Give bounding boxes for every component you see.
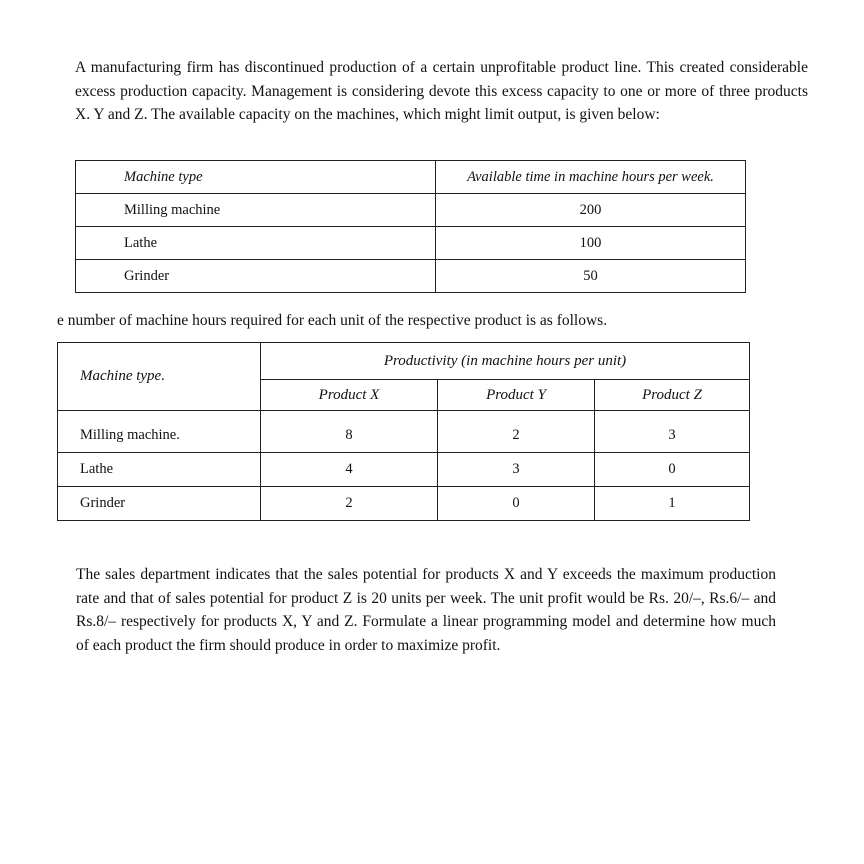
product-x-header: Product X xyxy=(261,380,438,411)
productivity-table xyxy=(57,342,750,521)
product-y-header: Product Y xyxy=(438,380,595,411)
product-x-cell: 8 xyxy=(261,419,438,453)
machine-type-header: Machine type xyxy=(76,161,436,194)
closing-paragraph: The sales department indicates that the sales potential for products X and Y exceeds the maximum production rate and that of sales potential for product Z is 20 units per week. The unit profit would be Rs. 20/–, Rs.6/– and Rs.8/– respectively for products X, Y and Z. Formulate a linear programming model and determine how much of each product the firm should produce in order to maximize profit. xyxy=(76,566,776,654)
hours-cell: 100 xyxy=(436,227,746,260)
product-z-cell: 1 xyxy=(595,486,750,520)
product-y-cell: 2 xyxy=(438,419,595,453)
product-z-header: Product Z xyxy=(595,380,750,411)
product-x-cell: 4 xyxy=(261,452,438,486)
product-z-cell: 0 xyxy=(595,452,750,486)
productivity-header: Productivity (in machine hours per unit) xyxy=(261,343,750,380)
product-z-cell: 3 xyxy=(595,419,750,453)
machine-cell: Milling machine. xyxy=(58,419,261,453)
middle-sentence: e number of machine hours required for each unit of the respective product is as follows. xyxy=(57,312,608,329)
machine-type-header: Machine type. xyxy=(58,343,261,411)
table-row xyxy=(58,419,750,453)
machine-cell: Milling machine xyxy=(76,194,436,227)
table-row xyxy=(76,194,746,227)
table-header-row xyxy=(58,343,750,380)
product-y-cell: 0 xyxy=(438,486,595,520)
available-time-header: Available time in machine hours per week. xyxy=(436,161,746,194)
product-y-cell: 3 xyxy=(438,452,595,486)
table-row xyxy=(76,227,746,260)
machine-cell: Lathe xyxy=(58,452,261,486)
machine-capacity-table xyxy=(75,160,746,293)
header-gap-row xyxy=(58,411,750,419)
table-row xyxy=(58,486,750,520)
product-x-cell: 2 xyxy=(261,486,438,520)
table-header-row xyxy=(76,161,746,194)
machine-cell: Grinder xyxy=(76,260,436,293)
hours-cell: 50 xyxy=(436,260,746,293)
machine-cell: Lathe xyxy=(76,227,436,260)
table-row xyxy=(58,452,750,486)
table-row xyxy=(76,260,746,293)
hours-cell: 200 xyxy=(436,194,746,227)
intro-paragraph: A manufacturing firm has discontinued production of a certain unprofitable product line. This created considerable excess production capacity. Management is considering devote this excess capacity to one or more of three products X. Y and Z. The available capacity on the machines, which might limit output, is given below: xyxy=(75,59,808,123)
machine-cell: Grinder xyxy=(58,486,261,520)
